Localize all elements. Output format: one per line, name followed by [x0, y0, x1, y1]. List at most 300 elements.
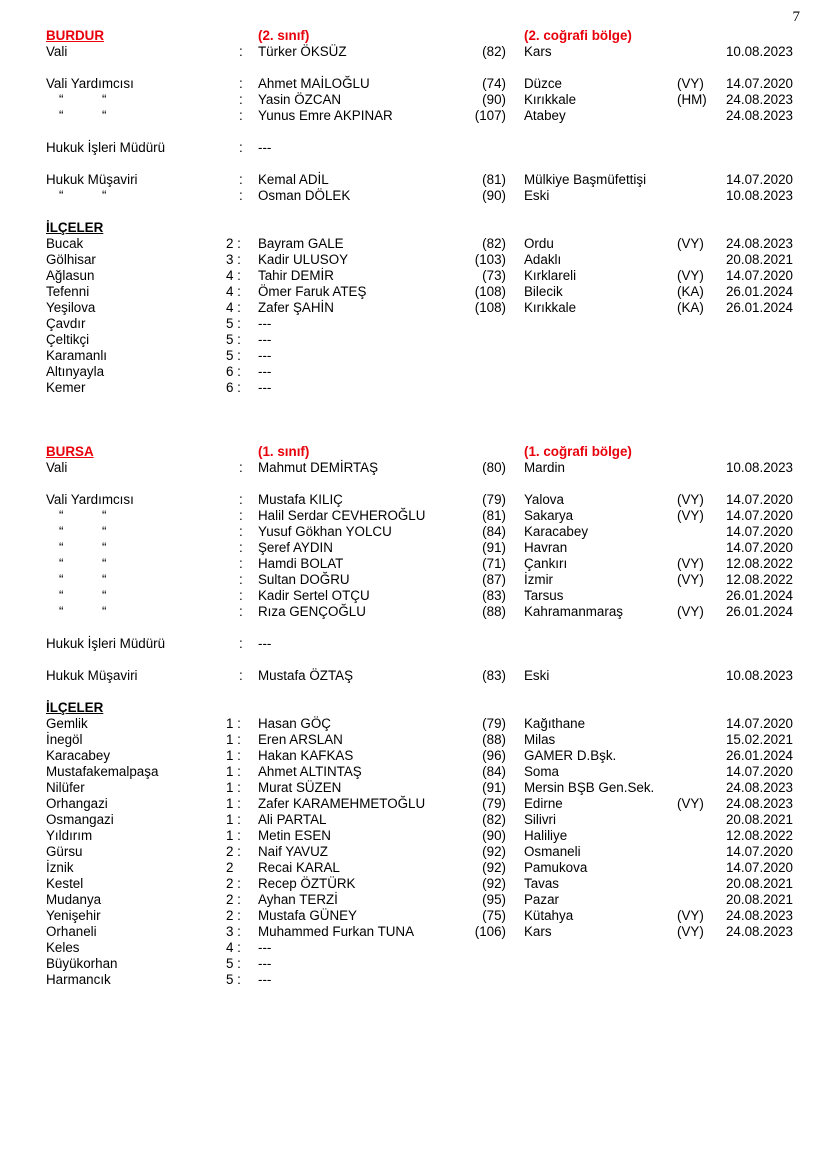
district-row [0, 940, 827, 956]
district-row [0, 348, 827, 364]
row-label: Vali [46, 460, 68, 475]
previous-post: Sakarya [524, 508, 574, 523]
row-label: Büyükorhan [46, 956, 118, 971]
appointment-date: 14.07.2020 [725, 268, 793, 283]
district-class: 1 : [226, 764, 241, 779]
deputy-governor-row [0, 572, 827, 588]
assignment-tag: (VY) [677, 76, 704, 91]
official-name: --- [258, 140, 272, 155]
colon: : [239, 92, 243, 107]
sequence-number: (75) [482, 908, 506, 923]
official-name: Tahir DEMİR [258, 268, 334, 283]
sequence-number: (79) [482, 796, 506, 811]
official-name: Ahmet MAİLOĞLU [258, 76, 370, 91]
district-class: 5 : [226, 972, 241, 987]
row-label: Mustafakemalpaşa [46, 764, 159, 779]
official-name: --- [258, 316, 272, 331]
row-label: Hukuk İşleri Müdürü [46, 140, 166, 155]
row-label: Gemlik [46, 716, 88, 731]
colon: : [239, 524, 243, 539]
district-class: 2 [226, 860, 234, 875]
sequence-number: (90) [482, 188, 506, 203]
sequence-number: (108) [474, 284, 506, 299]
districts-heading [0, 700, 827, 716]
colon: : [239, 172, 243, 187]
colon: : [239, 636, 243, 651]
ditto-mark: “ [59, 508, 64, 523]
previous-post: Silivri [524, 812, 556, 827]
deputy-governor-row [0, 508, 827, 524]
legal-affairs-row [0, 140, 827, 156]
deputy-governor-row [0, 92, 827, 108]
assignment-tag: (VY) [677, 236, 704, 251]
district-row [0, 860, 827, 876]
assignment-tag: (VY) [677, 572, 704, 587]
row-label: Altınyayla [46, 364, 105, 379]
appointment-date: 20.08.2021 [725, 892, 793, 907]
district-row [0, 876, 827, 892]
sequence-number: (92) [482, 860, 506, 875]
colon: : [239, 492, 243, 507]
official-name: Ömer Faruk ATEŞ [258, 284, 367, 299]
sequence-number: (71) [482, 556, 506, 571]
district-row [0, 316, 827, 332]
previous-post: Kars [524, 44, 552, 59]
colon: : [239, 140, 243, 155]
previous-post: Atabey [524, 108, 566, 123]
ditto-mark: “ [102, 556, 107, 571]
official-name: Yasin ÖZCAN [258, 92, 342, 107]
sequence-number: (90) [482, 92, 506, 107]
district-row [0, 332, 827, 348]
sequence-number: (74) [482, 76, 506, 91]
sequence-number: (103) [474, 252, 506, 267]
official-name: Mustafa ÖZTAŞ [258, 668, 353, 683]
appointment-date: 12.08.2022 [725, 556, 793, 571]
official-name: --- [258, 364, 272, 379]
previous-post: Soma [524, 764, 559, 779]
previous-post: Haliliye [524, 828, 568, 843]
official-name: Murat SÜZEN [258, 780, 342, 795]
ditto-mark: “ [102, 540, 107, 555]
legal-counsel-row [0, 172, 827, 188]
sequence-number: (88) [482, 604, 506, 619]
colon: : [239, 108, 243, 123]
official-name: Türker ÖKSÜZ [258, 44, 347, 59]
official-name: Kadir Sertel OTÇU [258, 588, 370, 603]
district-row [0, 796, 827, 812]
district-row [0, 972, 827, 988]
district-class: 4 : [226, 284, 241, 299]
sequence-number: (91) [482, 540, 506, 555]
official-name: Metin ESEN [258, 828, 331, 843]
ditto-mark: “ [59, 588, 64, 603]
official-name: --- [258, 972, 272, 987]
sequence-number: (79) [482, 492, 506, 507]
row-label: Yeşilova [46, 300, 96, 315]
row-label: Karacabey [46, 748, 111, 763]
district-row [0, 716, 827, 732]
colon: : [239, 572, 243, 587]
official-name: Mustafa GÜNEY [258, 908, 357, 923]
ditto-mark: “ [102, 524, 107, 539]
province-class: (2. sınıf) [258, 28, 310, 43]
row-label: Kestel [46, 876, 84, 891]
geographic-region: (2. coğrafi bölge) [524, 28, 632, 43]
ditto-mark: “ [59, 604, 64, 619]
official-name: --- [258, 348, 272, 363]
official-name: Recai KARAL [258, 860, 340, 875]
official-name: Mahmut DEMİRTAŞ [258, 460, 379, 475]
deputy-governor-row [0, 540, 827, 556]
assignment-tag: (VY) [677, 556, 704, 571]
district-row [0, 780, 827, 796]
appointment-date: 10.08.2023 [725, 188, 793, 203]
district-class: 4 : [226, 268, 241, 283]
district-class: 5 : [226, 348, 241, 363]
deputy-governor-row [0, 604, 827, 620]
appointment-date: 20.08.2021 [725, 812, 793, 827]
sequence-number: (96) [482, 748, 506, 763]
official-name: --- [258, 332, 272, 347]
district-row [0, 812, 827, 828]
district-row [0, 380, 827, 396]
appointment-date: 24.08.2023 [725, 796, 793, 811]
ditto-mark: “ [59, 540, 64, 555]
appointment-date: 14.07.2020 [725, 764, 793, 779]
appointment-date: 26.01.2024 [725, 604, 793, 619]
official-name: Kemal ADİL [258, 172, 329, 187]
row-label: İznik [46, 860, 74, 875]
official-name: Hamdi BOLAT [258, 556, 344, 571]
previous-post: Kırıkkale [524, 92, 577, 107]
assignment-tag: (VY) [677, 908, 704, 923]
official-name: Zafer ŞAHİN [258, 300, 334, 315]
row-label: Mudanya [46, 892, 102, 907]
official-name: Kadir ULUSOY [258, 252, 349, 267]
appointment-date: 20.08.2021 [725, 252, 793, 267]
appointment-date: 26.01.2024 [725, 748, 793, 763]
district-class: 2 : [226, 876, 241, 891]
official-name: Hakan KAFKAS [258, 748, 354, 763]
district-class: 1 : [226, 796, 241, 811]
district-row [0, 764, 827, 780]
previous-post: Kütahya [524, 908, 574, 923]
ditto-mark: “ [102, 108, 107, 123]
page-number: 7 [792, 9, 800, 25]
colon: : [239, 76, 243, 91]
official-name: --- [258, 956, 272, 971]
sequence-number: (83) [482, 668, 506, 683]
assignment-tag: (VY) [677, 924, 704, 939]
previous-post: Adaklı [524, 252, 562, 267]
previous-post: Kırklareli [524, 268, 577, 283]
appointment-date: 10.08.2023 [725, 44, 793, 59]
ditto-mark: “ [59, 108, 64, 123]
province-header [0, 28, 827, 44]
row-label: Vali [46, 44, 68, 59]
sequence-number: (88) [482, 732, 506, 747]
appointment-date: 24.08.2023 [725, 780, 793, 795]
colon: : [239, 508, 243, 523]
official-name: --- [258, 940, 272, 955]
appointment-date: 24.08.2023 [725, 236, 793, 251]
row-label: Çeltikçi [46, 332, 90, 347]
district-row [0, 892, 827, 908]
ditto-mark: “ [59, 556, 64, 571]
official-name: Ali PARTAL [258, 812, 327, 827]
ditto-mark: “ [102, 92, 107, 107]
district-class: 1 : [226, 780, 241, 795]
district-class: 5 : [226, 332, 241, 347]
district-row [0, 844, 827, 860]
district-class: 1 : [226, 716, 241, 731]
row-label: Hukuk Müşaviri [46, 668, 138, 683]
colon: : [239, 588, 243, 603]
legal-counsel-row [0, 668, 827, 684]
colon: : [239, 556, 243, 571]
sequence-number: (95) [482, 892, 506, 907]
district-row [0, 748, 827, 764]
deputy-governor-row [0, 108, 827, 124]
district-class: 4 : [226, 940, 241, 955]
assignment-tag: (VY) [677, 268, 704, 283]
row-label: Yenişehir [46, 908, 101, 923]
row-label: Harmancık [46, 972, 111, 987]
district-class: 4 : [226, 300, 241, 315]
sequence-number: (82) [482, 812, 506, 827]
previous-post: Düzce [524, 76, 562, 91]
official-name: Muhammed Furkan TUNA [258, 924, 415, 939]
geographic-region: (1. coğrafi bölge) [524, 444, 632, 459]
assignment-tag: (KA) [677, 284, 704, 299]
governor-row [0, 460, 827, 476]
official-name: Bayram GALE [258, 236, 344, 251]
previous-post: Ordu [524, 236, 554, 251]
district-class: 5 : [226, 316, 241, 331]
appointment-date: 10.08.2023 [725, 460, 793, 475]
deputy-governor-row [0, 524, 827, 540]
appointment-date: 24.08.2023 [725, 108, 793, 123]
assignment-tag: (KA) [677, 300, 704, 315]
official-name: Eren ARSLAN [258, 732, 343, 747]
appointment-date: 14.07.2020 [725, 844, 793, 859]
official-name: Recep ÖZTÜRK [258, 876, 356, 891]
districts-heading [0, 220, 827, 236]
official-name: Ayhan TERZİ [258, 892, 338, 907]
row-label: Tefenni [46, 284, 90, 299]
colon: : [239, 44, 243, 59]
appointment-date: 24.08.2023 [725, 924, 793, 939]
district-class: 6 : [226, 364, 241, 379]
sequence-number: (92) [482, 844, 506, 859]
colon: : [239, 604, 243, 619]
row-label: Hukuk İşleri Müdürü [46, 636, 166, 651]
official-name: --- [258, 380, 272, 395]
row-label: İnegöl [46, 732, 83, 747]
province-name: BURDUR [46, 28, 105, 43]
official-name: Osman DÖLEK [258, 188, 351, 203]
district-row [0, 252, 827, 268]
row-label: Vali Yardımcısı [46, 492, 134, 507]
appointment-date: 14.07.2020 [725, 540, 793, 555]
previous-post: Osmaneli [524, 844, 581, 859]
previous-post: Kağıthane [524, 716, 586, 731]
district-class: 2 : [226, 908, 241, 923]
district-class: 6 : [226, 380, 241, 395]
official-name: --- [258, 636, 272, 651]
district-row [0, 828, 827, 844]
colon: : [239, 188, 243, 203]
official-name: Ahmet ALTINTAŞ [258, 764, 362, 779]
previous-post: Tarsus [524, 588, 564, 603]
deputy-governor-row [0, 76, 827, 92]
sequence-number: (83) [482, 588, 506, 603]
previous-post: Yalova [524, 492, 564, 507]
district-row [0, 732, 827, 748]
sequence-number: (73) [482, 268, 506, 283]
districts-title: İLÇELER [46, 220, 104, 235]
colon: : [239, 540, 243, 555]
assignment-tag: (HM) [677, 92, 707, 107]
province-name: BURSA [46, 444, 94, 459]
official-name: Yusuf Gökhan YOLCU [258, 524, 392, 539]
district-class: 1 : [226, 732, 241, 747]
districts-title: İLÇELER [46, 700, 104, 715]
row-label: Orhaneli [46, 924, 97, 939]
appointment-date: 24.08.2023 [725, 92, 793, 107]
sequence-number: (81) [482, 172, 506, 187]
previous-post: Bilecik [524, 284, 563, 299]
official-name: Yunus Emre AKPINAR [258, 108, 393, 123]
appointment-date: 10.08.2023 [725, 668, 793, 683]
appointment-date: 24.08.2023 [725, 908, 793, 923]
sequence-number: (90) [482, 828, 506, 843]
district-class: 1 : [226, 812, 241, 827]
sequence-number: (108) [474, 300, 506, 315]
district-row [0, 284, 827, 300]
appointment-date: 14.07.2020 [725, 76, 793, 91]
row-label: Karamanlı [46, 348, 108, 363]
sequence-number: (106) [474, 924, 506, 939]
sequence-number: (92) [482, 876, 506, 891]
official-name: Hasan GÖÇ [258, 716, 331, 731]
governor-row [0, 44, 827, 60]
district-row [0, 956, 827, 972]
official-name: Sultan DOĞRU [258, 572, 350, 587]
row-label: Yıldırım [46, 828, 93, 843]
previous-post: Karacabey [524, 524, 589, 539]
deputy-governor-row [0, 492, 827, 508]
appointment-date: 14.07.2020 [725, 860, 793, 875]
district-class: 5 : [226, 956, 241, 971]
ditto-mark: “ [59, 188, 64, 203]
district-row [0, 924, 827, 940]
province-class: (1. sınıf) [258, 444, 310, 459]
appointment-date: 14.07.2020 [725, 524, 793, 539]
row-label: Vali Yardımcısı [46, 76, 134, 91]
district-row [0, 364, 827, 380]
previous-post: Kahramanmaraş [524, 604, 623, 619]
official-name: Zafer KARAMEHMETOĞLU [258, 796, 426, 811]
district-class: 1 : [226, 748, 241, 763]
ditto-mark: “ [102, 572, 107, 587]
legal-counsel-row [0, 188, 827, 204]
appointment-date: 14.07.2020 [725, 716, 793, 731]
ditto-mark: “ [102, 588, 107, 603]
official-name: Naif YAVUZ [258, 844, 328, 859]
row-label: Gürsu [46, 844, 83, 859]
ditto-mark: “ [59, 524, 64, 539]
row-label: Çavdır [46, 316, 86, 331]
district-class: 3 : [226, 924, 241, 939]
assignment-tag: (VY) [677, 508, 704, 523]
sequence-number: (84) [482, 524, 506, 539]
previous-post: Havran [524, 540, 568, 555]
colon: : [239, 460, 243, 475]
official-name: Şeref AYDIN [258, 540, 333, 555]
district-row [0, 236, 827, 252]
previous-post: Çankırı [524, 556, 568, 571]
district-class: 2 : [226, 236, 241, 251]
assignment-tag: (VY) [677, 604, 704, 619]
sequence-number: (87) [482, 572, 506, 587]
previous-post: Milas [524, 732, 556, 747]
district-class: 2 : [226, 844, 241, 859]
district-class: 3 : [226, 252, 241, 267]
deputy-governor-row [0, 588, 827, 604]
sequence-number: (80) [482, 460, 506, 475]
row-label: Hukuk Müşaviri [46, 172, 138, 187]
previous-post: Kırıkkale [524, 300, 577, 315]
row-label: Osmangazi [46, 812, 114, 827]
previous-post: İzmir [524, 572, 554, 587]
official-name: Mustafa KILIÇ [258, 492, 343, 507]
appointment-date: 14.07.2020 [725, 172, 793, 187]
previous-post: Eski [524, 188, 550, 203]
ditto-mark: “ [102, 508, 107, 523]
row-label: Ağlasun [46, 268, 95, 283]
ditto-mark: “ [102, 188, 107, 203]
appointment-date: 20.08.2021 [725, 876, 793, 891]
previous-post: Mardin [524, 460, 565, 475]
official-name: Rıza GENÇOĞLU [258, 604, 366, 619]
assignment-tag: (VY) [677, 492, 704, 507]
appointment-date: 26.01.2024 [725, 588, 793, 603]
sequence-number: (84) [482, 764, 506, 779]
row-label: Kemer [46, 380, 86, 395]
district-class: 1 : [226, 828, 241, 843]
appointment-date: 14.07.2020 [725, 508, 793, 523]
ditto-mark: “ [59, 92, 64, 107]
assignment-tag: (VY) [677, 796, 704, 811]
district-class: 2 : [226, 892, 241, 907]
appointment-date: 14.07.2020 [725, 492, 793, 507]
row-label: Orhangazi [46, 796, 108, 811]
appointment-date: 12.08.2022 [725, 572, 793, 587]
previous-post: Eski [524, 668, 550, 683]
colon: : [239, 668, 243, 683]
previous-post: GAMER D.Bşk. [524, 748, 617, 763]
province-header [0, 444, 827, 460]
district-row [0, 908, 827, 924]
sequence-number: (79) [482, 716, 506, 731]
row-label: Gölhisar [46, 252, 96, 267]
previous-post: Edirne [524, 796, 563, 811]
row-label: Nilüfer [46, 780, 85, 795]
appointment-date: 15.02.2021 [725, 732, 793, 747]
previous-post: Mersin BŞB Gen.Sek. [524, 780, 655, 795]
